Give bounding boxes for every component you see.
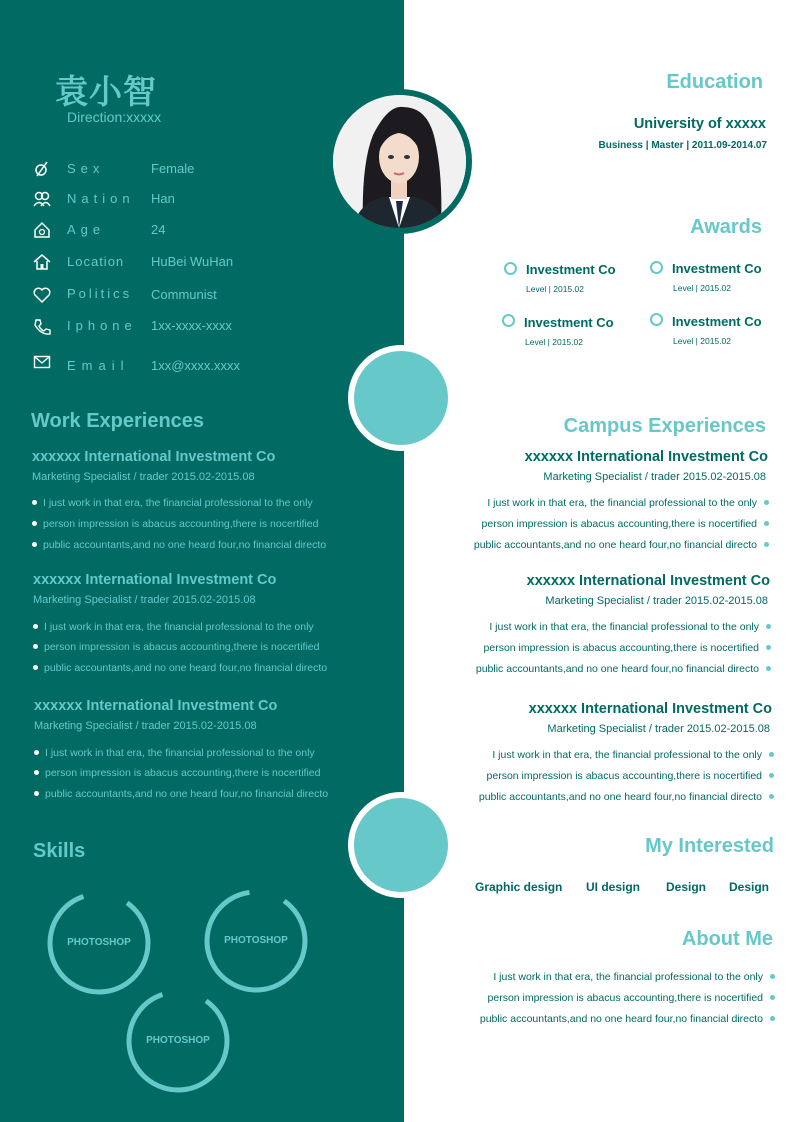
phone-label: Iphone (67, 318, 137, 333)
age-value: 24 (151, 222, 166, 237)
awards-title: Awards (690, 216, 762, 238)
sex-label: Sex (67, 161, 105, 176)
sex-value: Female (151, 161, 195, 176)
phone-value: 1xx-xxxx-xxxx (151, 318, 232, 333)
award-name: Investment Co (672, 261, 762, 276)
award-level: Level | 2015.02 (673, 336, 731, 346)
award-name: Investment Co (526, 262, 616, 277)
work-role: Marketing Specialist / trader 2015.02-2015.08 (34, 720, 257, 732)
education-title: Education (666, 71, 763, 93)
work-company: xxxxxx International Investment Co (33, 572, 277, 588)
about-title: About Me (681, 928, 773, 950)
profile-photo (327, 89, 472, 234)
campus-company: xxxxxx International Investment Co (526, 573, 770, 589)
campus-bullet: public accountants,and no one heard four,no financial directo (479, 791, 774, 803)
campus-bullet: I just work in that era, the financial professional to the only (492, 749, 774, 761)
award-bullet-icon (650, 313, 663, 326)
campus-bullet: person impression is abacus accounting,there is nocertified (482, 518, 769, 530)
work-experiences-title: Work Experiences (31, 410, 205, 432)
age-icon (33, 221, 51, 239)
award-name: Investment Co (524, 315, 614, 330)
interests-title: My Interested (645, 835, 774, 857)
award-bullet-icon (504, 262, 517, 275)
skill-label-1: PHOTOSHOP (67, 937, 131, 948)
work-bullet: person impression is abacus accounting,there is nocertified (33, 641, 319, 653)
work-company: xxxxxx International Investment Co (32, 449, 276, 465)
campus-bullet: I just work in that era, the financial professional to the only (489, 621, 771, 633)
campus-experiences-title: Campus Experiences (563, 415, 766, 437)
email-value: 1xx@xxxx.xxxx (151, 358, 241, 373)
interest-item: Graphic design (475, 880, 563, 894)
award-name: Investment Co (672, 314, 762, 329)
campus-company: xxxxxx International Investment Co (528, 701, 772, 717)
education-school: University of xxxxx (633, 116, 766, 132)
campus-bullet: I just work in that era, the financial professional to the only (487, 497, 769, 509)
campus-bullet: person impression is abacus accounting,there is nocertified (484, 642, 771, 654)
about-line: I just work in that era, the financial professional to the only (493, 971, 775, 983)
work-bullet: I just work in that era, the financial professional to the only (32, 497, 313, 509)
interest-item: Design (729, 880, 770, 894)
nation-value: Han (151, 191, 175, 206)
work-bullet: public accountants,and no one heard four,no financial directo (34, 788, 328, 800)
award-bullet-icon (502, 314, 515, 327)
work-company: xxxxxx International Investment Co (34, 698, 278, 714)
email-label: Email (67, 358, 130, 373)
work-role: Marketing Specialist / trader 2015.02-2015.08 (32, 471, 255, 483)
gender-icon (33, 160, 51, 178)
avatar-illustration (333, 95, 466, 228)
about-line: public accountants,and no one heard four,no financial directo (480, 1013, 775, 1025)
interest-item: Design (666, 880, 707, 894)
skill-label-2: PHOTOSHOP (224, 935, 288, 946)
heart-icon (33, 286, 51, 304)
award-level: Level | 2015.02 (526, 284, 584, 294)
work-bullet: I just work in that era, the financial professional to the only (34, 747, 315, 759)
people-icon (33, 190, 51, 208)
work-bullet: person impression is abacus accounting,there is nocertified (32, 518, 318, 530)
work-bullet: I just work in that era, the financial professional to the only (33, 621, 314, 633)
work-bullet: public accountants,and no one heard four,no financial directo (33, 662, 327, 674)
politics-label: Politics (67, 286, 133, 301)
politics-value: Communist (151, 287, 217, 302)
award-level: Level | 2015.02 (673, 283, 731, 293)
award-bullet-icon (650, 261, 663, 274)
candidate-name: 袁小智 (55, 72, 157, 111)
award-level: Level | 2015.02 (525, 337, 583, 347)
location-label: Location (67, 254, 125, 269)
home-icon (33, 253, 51, 271)
work-bullet: person impression is abacus accounting,there is nocertified (34, 767, 320, 779)
work-bullet: public accountants,and no one heard four,no financial directo (32, 539, 326, 551)
location-value: HuBei WuHan (151, 254, 234, 269)
skills-title: Skills (33, 840, 86, 862)
mail-icon (33, 353, 51, 371)
campus-role: Marketing Specialist / trader 2015.02-2015.08 (543, 471, 766, 483)
campus-bullet: public accountants,and no one heard four,no financial directo (476, 663, 771, 675)
campus-role: Marketing Specialist / trader 2015.02-2015.08 (545, 595, 768, 607)
campus-company: xxxxxx International Investment Co (524, 449, 768, 465)
campus-bullet: person impression is abacus accounting,there is nocertified (487, 770, 774, 782)
phone-icon (33, 318, 51, 336)
education-detail: Business | Master | 2011.09-2014.07 (598, 140, 767, 151)
decorative-circle-bottom (348, 792, 454, 898)
age-label: Age (67, 222, 106, 237)
skill-label-3: PHOTOSHOP (146, 1035, 210, 1046)
work-role: Marketing Specialist / trader 2015.02-2015.08 (33, 594, 256, 606)
career-direction: Direction:xxxxx (67, 109, 162, 125)
campus-role: Marketing Specialist / trader 2015.02-2015.08 (547, 723, 770, 735)
about-line: person impression is abacus accounting,there is nocertified (488, 992, 775, 1004)
campus-bullet: public accountants,and no one heard four,no financial directo (474, 539, 769, 551)
decorative-circle-top (348, 345, 454, 451)
nation-label: Nation (67, 191, 135, 206)
interest-item: UI design (586, 880, 641, 894)
